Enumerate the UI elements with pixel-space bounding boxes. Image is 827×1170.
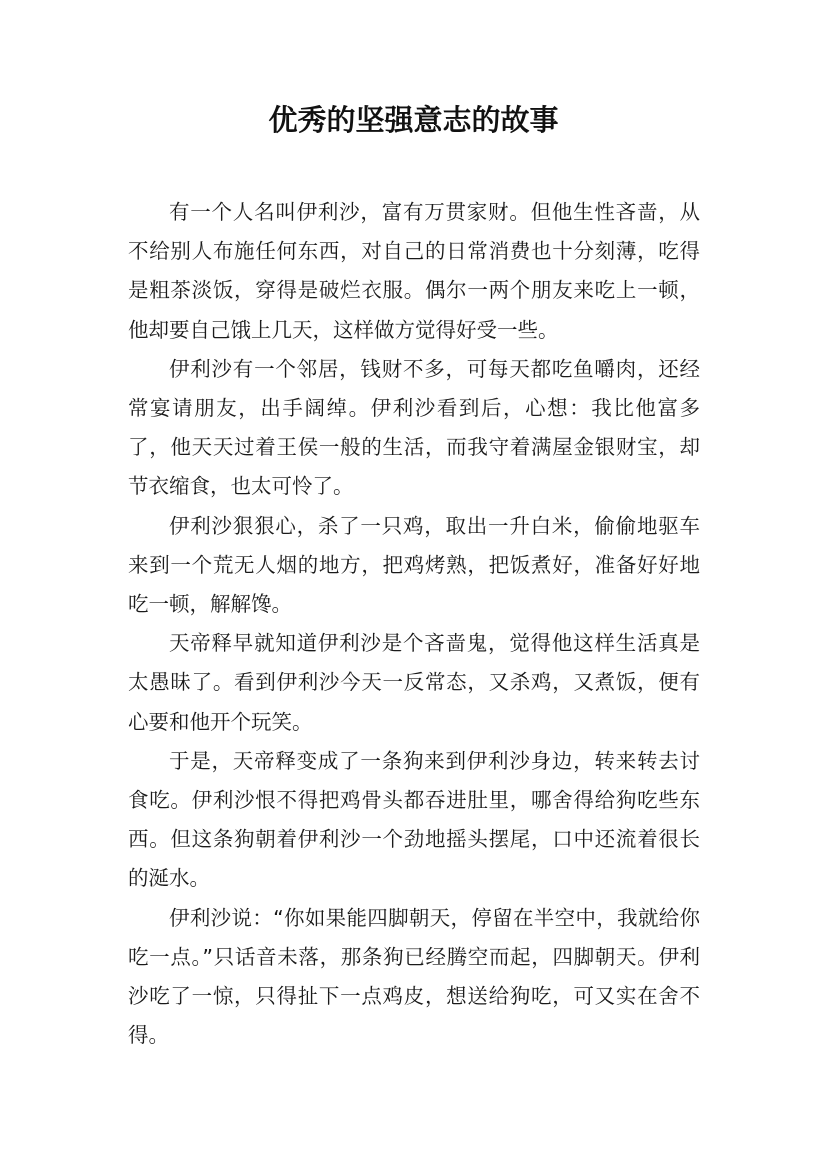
paragraph-4: 天帝释早就知道伊利沙是个吝啬鬼，觉得他这样生活真是太愚昧了。看到伊利沙今天一反常态，又杀鸡，又煮饭，便有心要和他开个玩笑。	[128, 631, 700, 734]
paragraph-1: 有一个人名叫伊利沙，富有万贯家财。但他生性吝啬，从不给别人布施任何东西，对自己的日常消费也十分刻薄，吃得是粗茶淡饭，穿得是破烂衣服。偶尔一两个朋友来吃上一顿，他却要自己饿上几天，这样做方觉得好受一些。	[128, 200, 700, 342]
paragraph-3: 伊利沙狠狠心，杀了一只鸡，取出一升白米，偷偷地驱车来到一个荒无人烟的地方，把鸡烤熟，把饭煮好，准备好好地吃一顿，解解馋。	[128, 513, 700, 617]
paragraph-5: 于是，天帝释变成了一条狗来到伊利沙身边，转来转去讨食吃。伊利沙恨不得把鸡骨头都吞进肚里，哪舍得给狗吃些东西。但这条狗朝着伊利沙一个劲地摇头摆尾，口中还流着很长的涎水。	[128, 748, 700, 891]
paragraph-2: 伊利沙有一个邻居，钱财不多，可每天都吃鱼嚼肉，还经常宴请朋友，出手阔绰。伊利沙看到后，心想：我比他富多了，他天天过着王侯一般的生活，而我守着满屋金银财宝，却节衣缩食，也太可怜了。	[128, 356, 700, 499]
document-title: 优秀的坚强意志的故事	[268, 103, 559, 137]
document-body	[128, 193, 700, 1055]
paragraph-6: 伊利沙说：“你如果能四脚朝天，停留在半空中，我就给你吃一点。”只话音未落，那条狗已经腾空而起，四脚朝天。伊利沙吃了一惊，只得扯下一点鸡皮，想送给狗吃，可又实在舍不得。	[128, 905, 700, 1048]
